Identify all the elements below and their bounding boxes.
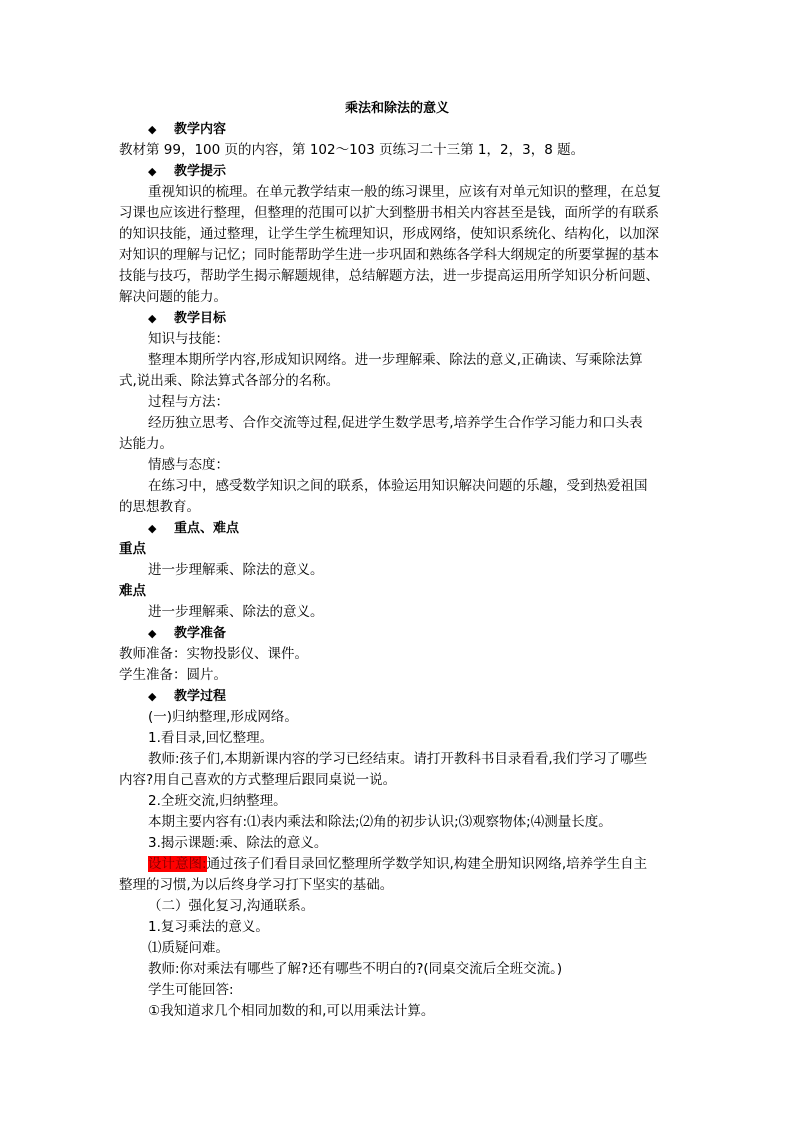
paragraph-line: 的思想教育。 xyxy=(119,499,200,515)
paragraph-line: 教师:孩子们,本期新课内容的学习已经结束。请打开教科书目录看看,我们学习了哪些 xyxy=(148,751,648,767)
design-intent-highlight: 设计意图: xyxy=(148,856,207,872)
paragraph-line: 进一步理解乘、除法的意义。 xyxy=(148,604,324,620)
content-line: 教材第 99，100 页的内容，第 102～103 页练习二十三第 1，2，3，8 题。 xyxy=(119,142,585,158)
paragraph-line: 1.复习乘法的意义。 xyxy=(148,919,269,935)
paragraph-line: 学生准备：圆片。 xyxy=(119,667,227,683)
paragraph-line: 重视知识的梳理。在单元教学结束一般的练习课里，应该有对单元知识的整理，在总复 xyxy=(148,184,661,200)
subheading: 过程与方法： xyxy=(148,394,229,410)
paragraph-line: 3.揭示课题:乘、除法的意义。 xyxy=(148,835,328,851)
paragraph-line: 2.全班交流,归纳整理。 xyxy=(148,793,287,809)
paragraph-line: 达能力。 xyxy=(119,436,173,452)
diamond-bullet-icon: ◆ xyxy=(148,312,157,325)
section-heading-goal: ◆ 教学目标 xyxy=(148,308,718,329)
paragraph-line: 1.看目录,回忆整理。 xyxy=(148,730,274,746)
difficulty-label: 难点 xyxy=(119,583,146,599)
diamond-bullet-icon: ◆ xyxy=(148,165,157,178)
doc-title: 乘法和除法的意义 xyxy=(344,101,449,116)
paragraph-line: 内容?用自己喜欢的方式整理后跟同桌说一说。 xyxy=(119,772,397,788)
paragraph-line: ①我知道求几个相同加数的和,可以用乘法计算。 xyxy=(148,1003,435,1019)
design-intent-line: 设计意图:通过孩子们看目录回忆整理所学数学知识,构建全册知识网络,培养学生自主 xyxy=(148,856,648,872)
diamond-bullet-icon: ◆ xyxy=(148,123,157,136)
paragraph-line: 进一步理解乘、除法的意义。 xyxy=(148,562,324,578)
paragraph-line: 整理本期所学内容,形成知识网络。进一步理解乘、除法的意义,正确读、写乘除法算 xyxy=(148,352,643,368)
paragraph-line: 教师:你对乘法有哪些了解?还有哪些不明白的?(同桌交流后全班交流。) xyxy=(148,961,563,977)
paragraph-line: 技能与技巧，帮助学生揭示解题规律，总结解题方法，进一步提高运用所学知识分析问题、 xyxy=(119,268,659,284)
paragraph-line: 在练习中，感受数学知识之间的联系，体验运用知识解决问题的乐趣，受到热爱祖国 xyxy=(148,478,648,494)
key-point-label: 重点 xyxy=(119,541,146,557)
subheading: 情感与态度： xyxy=(148,457,229,473)
diamond-bullet-icon: ◆ xyxy=(148,690,157,703)
paragraph-line: (一)归纳整理,形成网络。 xyxy=(148,709,298,725)
paragraph-line: 习课也应该进行整理，但整理的范围可以扩大到整册书相关内容甚至是钱，面所学的有联系 xyxy=(119,205,659,221)
section-heading-hint: ◆ 教学提示 xyxy=(148,161,718,182)
section-heading-content: ◆ 教学内容 xyxy=(148,119,718,140)
paragraph-line: 本期主要内容有:⑴表内乘法和除法;⑵角的初步认识;⑶观察物体;⑷测量长度。 xyxy=(148,814,612,830)
section-heading-process: ◆ 教学过程 xyxy=(148,686,718,707)
section-heading-key: ◆ 重点、难点 xyxy=(148,518,718,539)
section-heading-prep: ◆ 教学准备 xyxy=(148,623,718,644)
paragraph-line: 的知识技能，通过整理，让学生学生梳理知识，形成网络，使知识系统化、结构化，以加深 xyxy=(119,226,659,242)
paragraph-line: （二）强化复习,沟通联系。 xyxy=(148,898,315,914)
paragraph-line: 对知识的理解与记忆；同时能帮助学生进一步巩固和熟练各学科大纲规定的所要掌握的基本 xyxy=(119,247,659,263)
paragraph-line: 经历独立思考、合作交流等过程,促进学生数学思考,培养学生合作学习能力和口头表 xyxy=(148,415,643,431)
paragraph-line: 整理的习惯,为以后终身学习打下坚实的基础。 xyxy=(119,877,394,893)
subheading: 知识与技能： xyxy=(148,331,229,347)
paragraph-line: 式,说出乘、除法算式各部分的名称。 xyxy=(119,373,340,389)
paragraph-line: ⑴质疑问难。 xyxy=(148,940,229,956)
paragraph-line: 学生可能回答: xyxy=(148,982,234,998)
paragraph-line: 解决问题的能力。 xyxy=(119,289,227,305)
paragraph-line: 教师准备：实物投影仪、课件。 xyxy=(119,646,308,662)
diamond-bullet-icon: ◆ xyxy=(148,522,157,535)
diamond-bullet-icon: ◆ xyxy=(148,627,157,640)
